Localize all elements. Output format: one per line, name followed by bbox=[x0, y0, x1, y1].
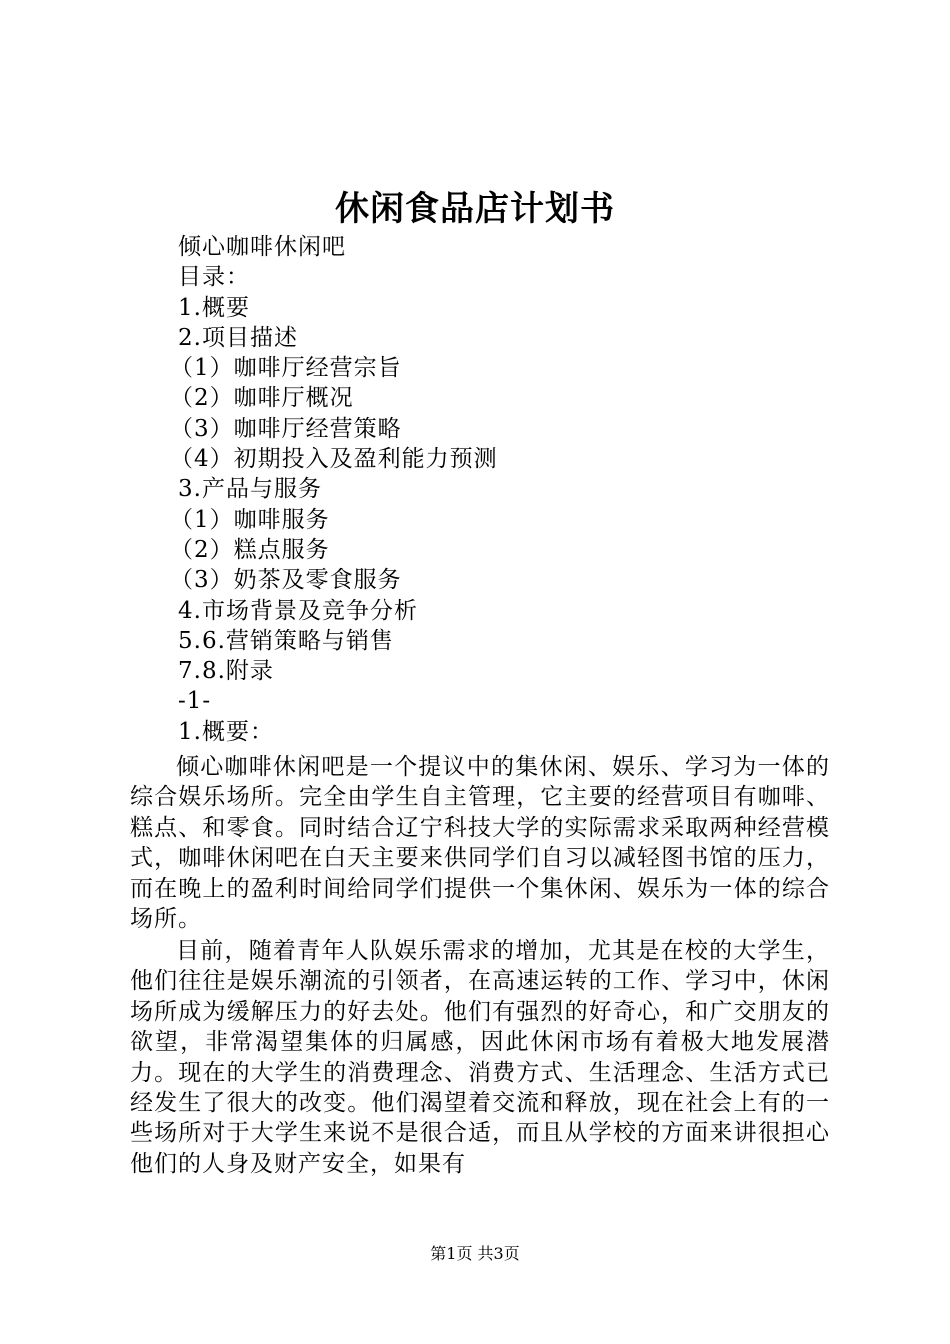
toc-item: 1.概要 bbox=[178, 294, 250, 321]
page-marker: -1- bbox=[178, 688, 212, 715]
toc-heading: 目录： bbox=[178, 264, 250, 291]
toc-subitem: （2）糕点服务 bbox=[170, 536, 330, 563]
toc-subitem: （4）初期投入及盈利能力预测 bbox=[170, 446, 498, 473]
toc-subitem: （1）咖啡厅经营宗旨 bbox=[170, 355, 402, 382]
toc-item: 7.8.附录 bbox=[178, 658, 274, 685]
toc-item: 5.6.营销策略与销售 bbox=[178, 627, 394, 654]
body-paragraph: 倾心咖啡休闲吧是一个提议中的集休闲、娱乐、学习为一体的综合娱乐场所。完全由学生自主管理，它主要的经营项目有咖啡、糕点、和零食。同时结合辽宁科技大学的实际需求采取两种经营模式，咖啡休闲吧在白天主要来供同学们自习以减轻图书馆的压力，而在晚上的盈利时间给同学们提供一个集休闲、娱乐为一体的综合场所。 bbox=[130, 754, 830, 933]
toc-item: 2.项目描述 bbox=[178, 324, 298, 351]
toc-subitem: （3）奶茶及零食服务 bbox=[170, 567, 402, 594]
section-heading: 1.概要： bbox=[178, 718, 274, 745]
page-footer: 第1页 共3页 bbox=[430, 1244, 520, 1263]
toc-item: 3.产品与服务 bbox=[178, 476, 322, 503]
table-of-contents bbox=[170, 232, 838, 747]
body-paragraph: 目前，随着青年人队娱乐需求的增加，尤其是在校的大学生，他们往往是娱乐潮流的引领者，在高速运转的工作、学习中，休闲场所成为缓解压力的好去处。他们有强烈的好奇心，和广交朋友的欲望，非常渴望集体的归属感，因此休闲市场有着极大地发展潜力。现在的大学生的消费理念、消费方式、生活理念、生活方式已经发生了很大的改变。他们渴望着交流和释放，现在社会上有的一些场所对于大学生来说不是很合适，而且从学校的方面来讲很担心他们的人身及财产安全，如果有 bbox=[130, 938, 830, 1177]
toc-subitem: （1）咖啡服务 bbox=[170, 506, 330, 533]
toc-item: 4.市场背景及竞争分析 bbox=[178, 597, 418, 624]
toc-subitem: （2）咖啡厅概况 bbox=[170, 385, 354, 412]
document-title: 休闲食品店计划书 bbox=[335, 189, 615, 229]
toc-subitem: （3）咖啡厅经营策略 bbox=[170, 415, 402, 442]
subtitle: 倾心咖啡休闲吧 bbox=[178, 234, 346, 260]
